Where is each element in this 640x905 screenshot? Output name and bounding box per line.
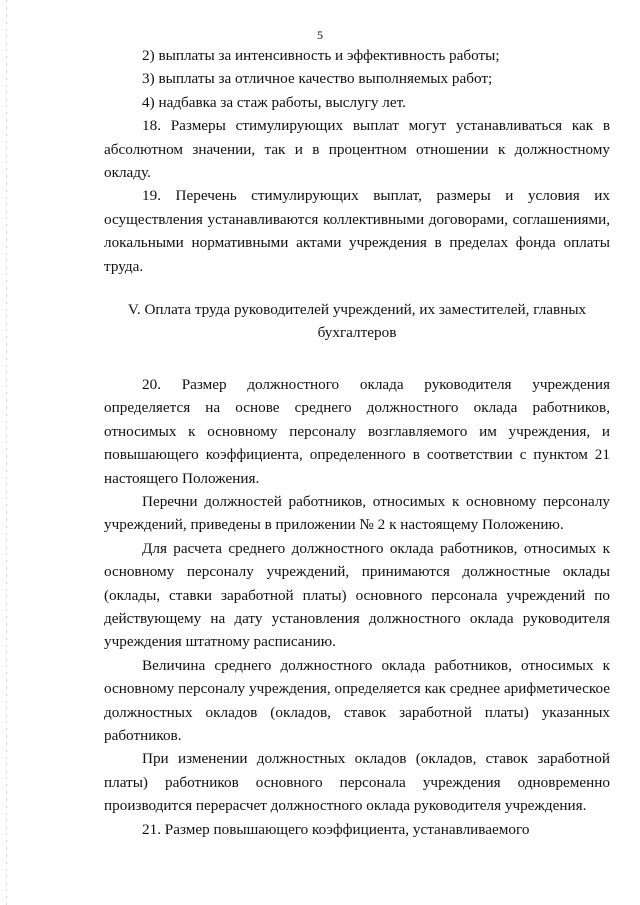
paragraph: Для расчета среднего должностного оклада работников, относимых к основному персоналу учреждений, принимаются должностные оклады (оклады, ставки заработной платы) основного персонала учреждений по действующему на дату установления должностного оклада руководителя учреждения штатному расписанию.	[104, 539, 610, 651]
document-body	[104, 44, 610, 841]
paragraph-19: 19. Перечень стимулирующих выплат, размеры и условия их осуществления устанавливаются коллективными договорами, соглашениями, локальными нормативными актами учреждения в пределах фонда оплаты труда.	[104, 187, 610, 275]
list-item: 3) выплаты за отличное качество выполняемых работ;	[142, 70, 493, 88]
paragraph-18: 18. Размеры стимулирующих выплат могут устанавливаться как в абсолютном значении, так и в процентном отношении к должностному окладу.	[104, 117, 610, 182]
list-item: 2) выплаты за интенсивность и эффективность работы;	[142, 47, 500, 64]
list-item: 4) надбавка за стаж работы, выслугу лет.	[142, 93, 406, 111]
paragraph: Перечни должностей работников, относимых к основному персоналу учреждений, приведены в приложении № 2 к настоящему Положению.	[104, 492, 610, 534]
paragraph-20: 20. Размер должностного оклада руководителя учреждения определяется на основе среднего должностного оклада работников, относимых к основному персоналу возглавляемого им учреждения, и повышающего коэффициента, определенного в соответствии с пунктом 21 настоящего Положения.	[104, 375, 610, 487]
paragraph-21: 21. Размер повышающего коэффициента, устанавливаемого	[142, 820, 530, 838]
paragraph: При изменении должностных окладов (окладов, ставок заработной платы) работников основного персонала учреждения одновременно производится перерасчет должностного оклада руководителя учреждения.	[104, 750, 610, 815]
page-number: 5	[317, 28, 323, 42]
section-heading: V. Оплата труда руководителей учреждений, их заместителей, главных бухгалтеров	[127, 301, 587, 342]
paragraph: Величина среднего должностного оклада работников, относимых к основному персоналу учреждения, определяется как среднее арифметическое должностных окладов (окладов, ставок заработной платы) указанных работников.	[104, 656, 610, 744]
scan-edge-mark	[6, 0, 7, 905]
